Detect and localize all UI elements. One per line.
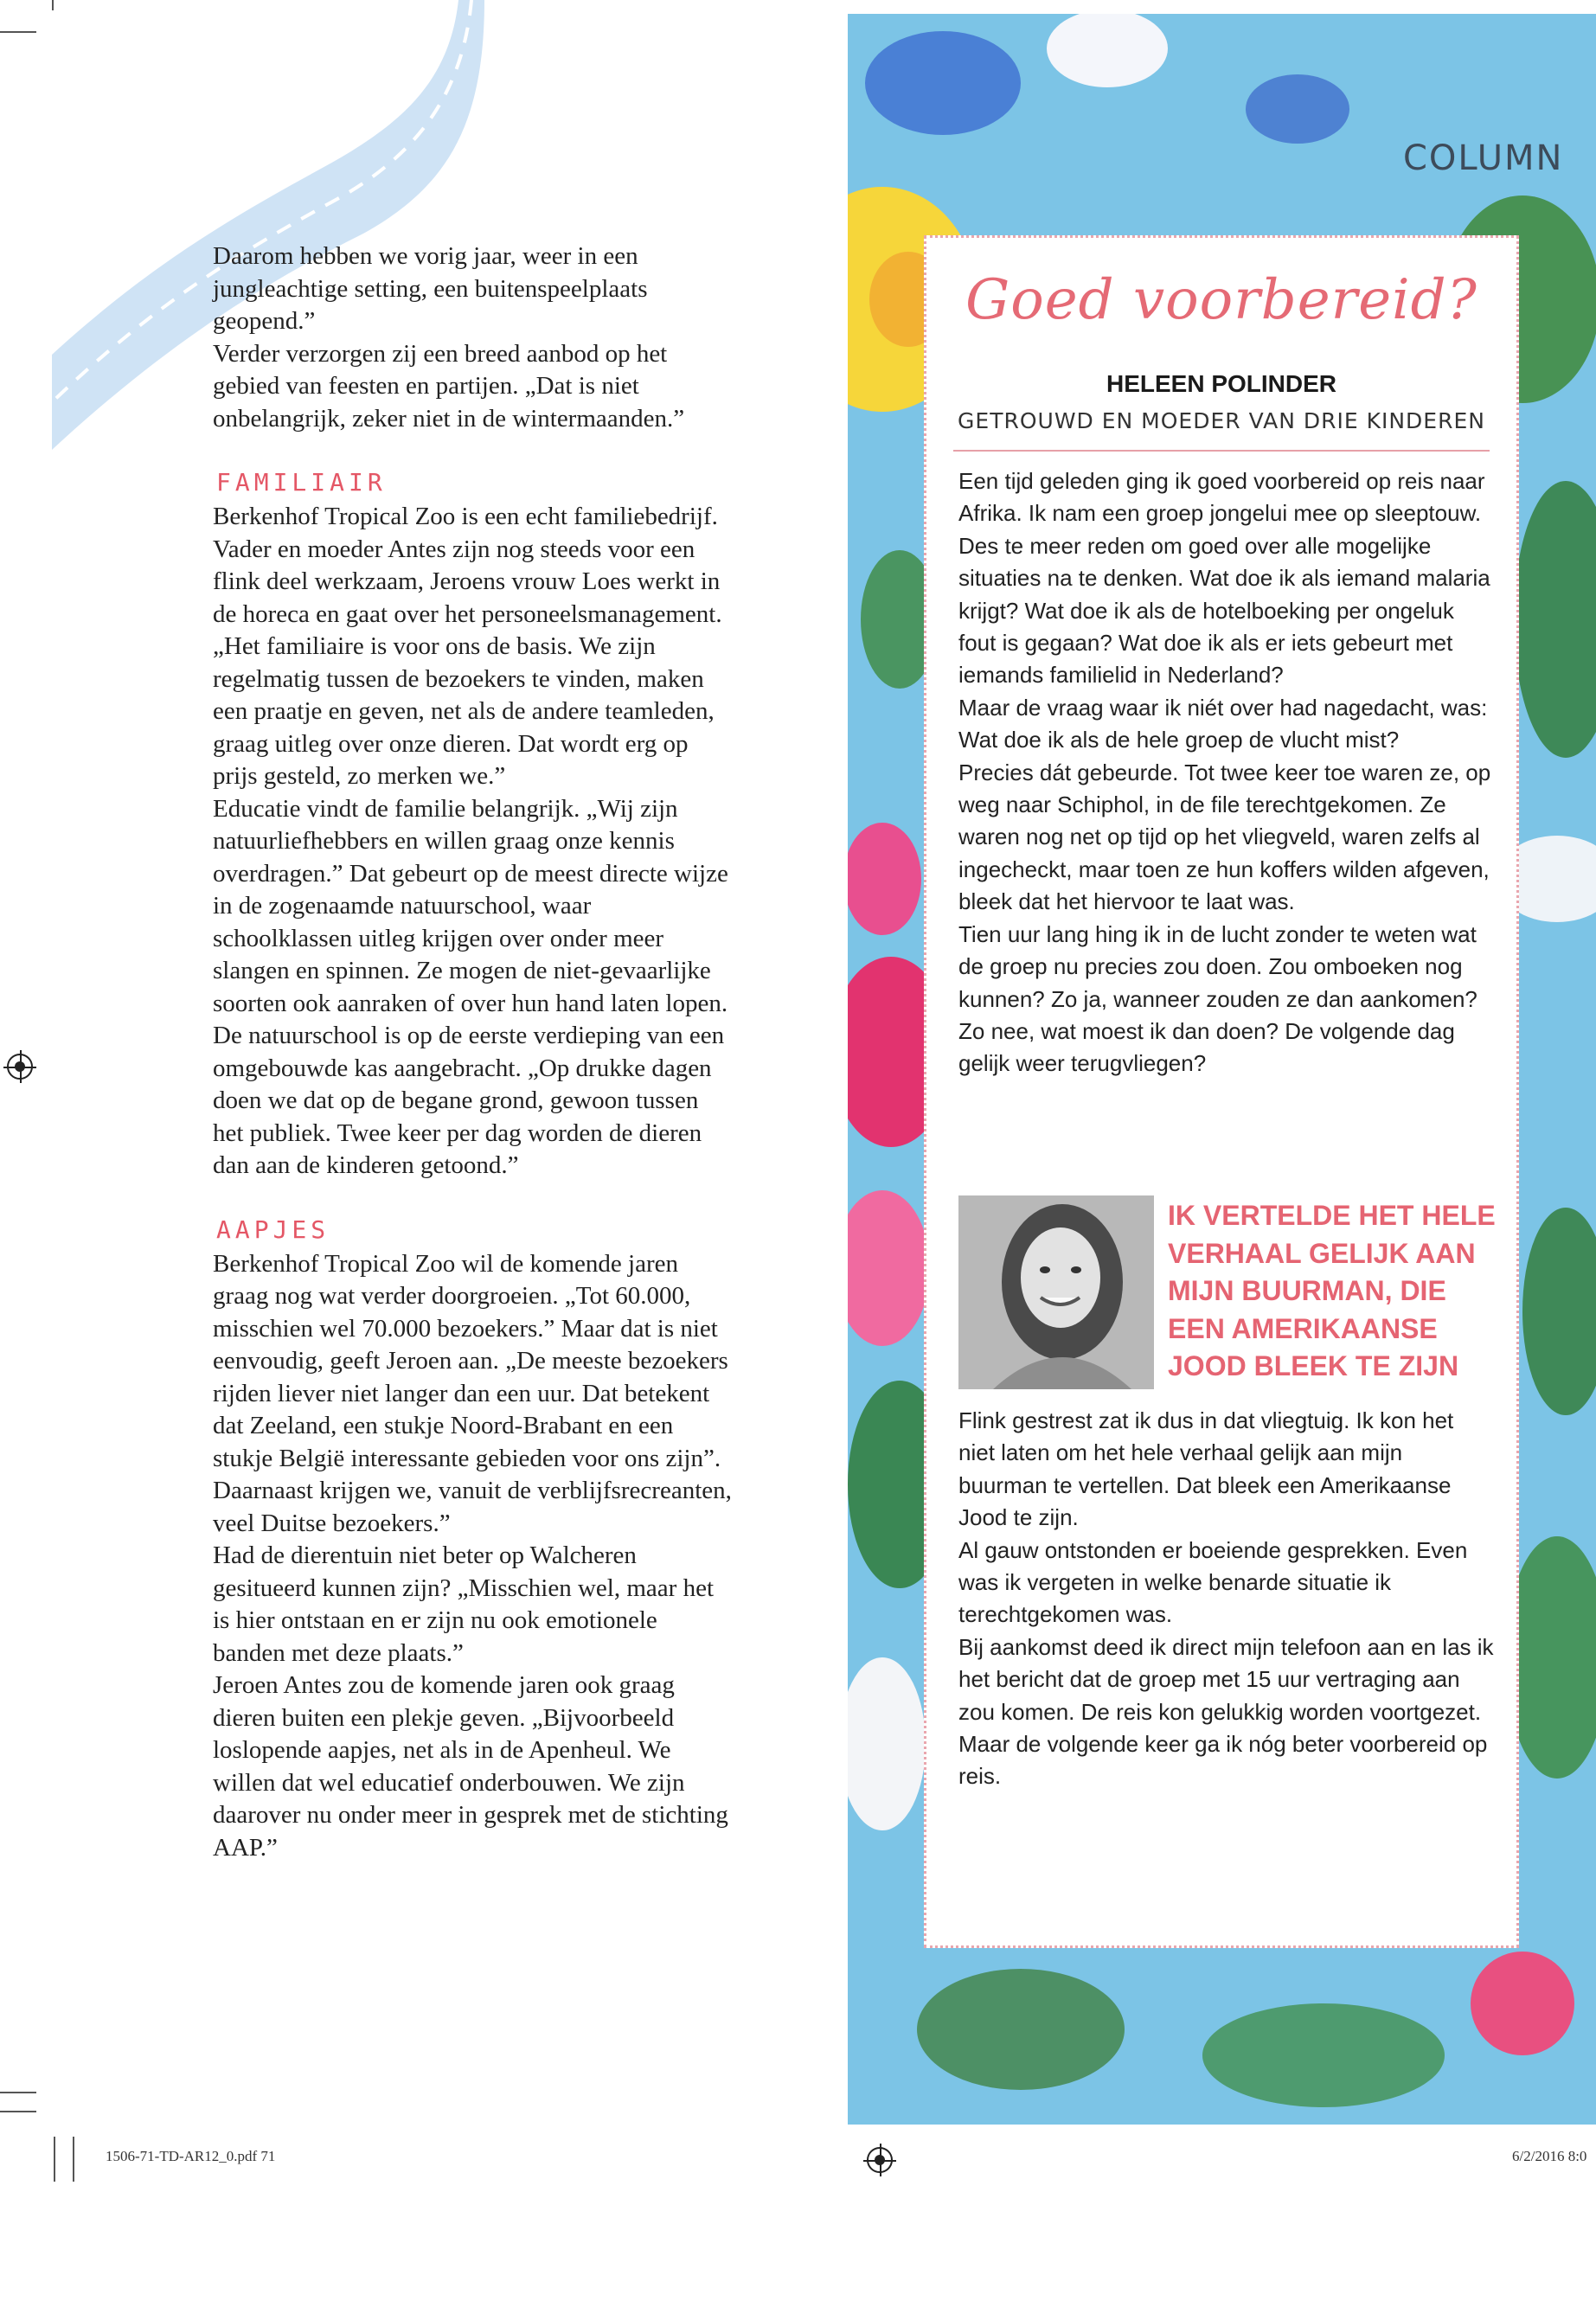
registration-mark-icon — [7, 1054, 33, 1080]
paragraph: Tien uur lang hing ik in de lucht zonder te weten wat de groep nu precies zou doen. Zou omboeken nog kunnen? Zo ja, wanneer zouden ze dan aankomen? Zo nee, wat moest ik dan doen? De volgende dag gelijk weer terugvliegen? — [958, 920, 1477, 1077]
divider — [953, 450, 1490, 452]
paragraph: Een tijd geleden ging ik goed voorbereid op reis naar Afrika. Ik nam een groep jongelui mee op sleeptouw. Des te meer reden om goed over alle mogelijke situaties na te denken. Wat doe ik als iemand malaria krijgt? Wat doe ik als de hotelboeking per ongeluk fout is gegaan? Wat doe ik als er iets gebeurt met iemands familielid in Nederland? — [958, 468, 1490, 689]
column-label: COLUMN — [1403, 138, 1564, 178]
paragraph: Verder verzorgen zij een breed aanbod op het gebied van feesten en partijen. „Dat is niet onbelangrijk, zeker niet in de wintermaanden.” — [213, 339, 685, 433]
paragraph: Flink gestrest zat ik dus in dat vliegtuig. Ik kon het niet laten om het hele verhaal gelijk aan mijn buurman te vertellen. Dat bleek een Amerikaanse Jood te zijn. — [958, 1407, 1454, 1531]
author-name: HELEEN POLINDER — [1106, 370, 1337, 397]
paragraph: Berkenhof Tropical Zoo wil de komende jaren graag nog wat verder doorgroeien. „Tot 60.000, misschien wel 70.000 bezoekers.” Maar dat is niet eenvoudig, geeft Jeroen aan. „De meeste bezoekers rijden liever niet langer dan een uur. Dat betekent dat Zeeland, een stukje Noord-Brabant en een stukje België interessante gebieden voor ons zijn”. Daarnaast krijgen we, vanuit de verblijfsrecreanten, veel Duitse bezoekers.” — [213, 1249, 732, 1537]
footer-date: 6/2/2016 8:0 — [1512, 2148, 1587, 2164]
paragraph: Had de dierentuin niet beter op Walcheren gesitueerd kunnen zijn? „Misschien wel, maar het is hier ontstaan en er zijn nu ook emotionele banden met deze plaats.” — [213, 1541, 714, 1667]
column-body-top — [958, 465, 1495, 1080]
paragraph: Precies dát gebeurde. Tot twee keer toe waren ze, op weg naar Schiphol, in de file terechtgekomen. Ze waren nog net op tijd op het vliegveld, waren zelfs al ingecheckt, maar toen ze hun koffers wilden afgeven, bleek dat het hiervoor te laat was. — [958, 759, 1491, 915]
paragraph: Bij aankomst deed ik direct mijn telefoon aan en las ik het bericht dat de groep met 15 uur vertraging aan zou komen. De reis kon gelukkig worden voortgezet. Maar de volgende keer ga ik nóg beter voorbereid op reis. — [958, 1633, 1494, 1790]
footer-file-info: 1506-71-TD-AR12_0.pdf 71 — [106, 2148, 276, 2164]
paragraph: Maar de vraag waar ik niét over had nagedacht, was: Wat doe ik als de hele groep de vlucht mist? — [958, 694, 1488, 753]
card-title: Goed voorbereid? — [965, 268, 1477, 332]
author-subtitle: GETROUWD EN MOEDER VAN DRIE KINDEREN — [958, 408, 1485, 433]
paragraph: Educatie vindt de familie belangrijk. „Wij zijn natuurliefhebbers en willen graag onze kennis overdragen.” Dat gebeurt op de meest directe wijze in de zogenaamde natuurschool, waar schoolklassen uitleg krijgen over onder meer slangen en spinnen. Ze mogen de niet-gevaarlijke soorten ook aanraken of over hun hand laten lopen. De natuurschool is op de eerste verdieping van een omgebouwde kas aangebracht. „Op drukke dagen doen we dat op de begane grond, gewoon tussen het publiek. Twee keer per dag worden de dieren dan aan de kinderen getoond.” — [213, 794, 728, 1179]
registration-mark-icon — [867, 2147, 893, 2173]
paragraph: Jeroen Antes zou de komende jaren ook graag dieren buiten een plekje geven. „Bijvoorbeeld loslopende aapjes, net als in de Apenheul. We willen dat wel educatief onderbouwen. We zijn daarover nu onder meer in gesprek met de stichting AAP.” — [213, 1671, 728, 1862]
crop-mark — [54, 2137, 55, 2182]
paragraph: Al gauw ontstonden er boeiende gesprekken. Even was ik vergeten in welke benarde situatie ik terechtgekomen was. — [958, 1536, 1468, 1628]
author-portrait — [958, 1195, 1154, 1389]
section-heading-familiair: FAMILIAIR — [216, 468, 387, 497]
paragraph: Berkenhof Tropical Zoo is een echt familiebedrijf. Vader en moeder Antes zijn nog steeds voor een flink deel werkzaam, Jeroens vrouw Loes werkt in de horeca en gaat over het personeelsmanagement. „Het familiaire is voor ons de basis. We zijn regelmatig tussen de bezoekers te vinden, maken een praatje en geven, net als de andere teamleden, graag uitleg over onze dieren. Dat wordt erg op prijs gesteld, zo merken we.” — [213, 503, 722, 790]
article-left-column — [213, 240, 732, 1864]
crop-mark — [0, 2111, 36, 2112]
paragraph: Daarom hebben we vorig jaar, weer in een jungleachtige setting, een buitenspeelplaats geopend.” — [213, 242, 648, 335]
section-heading-aapjes: AAPJES — [216, 1215, 330, 1244]
crop-mark — [0, 2092, 36, 2093]
column-body-bottom — [958, 1405, 1495, 1793]
pull-quote: IK VERTELDE HET HELE VERHAAL GELIJK AAN MIJN BUURMAN, DIE EEN AMERIKAANSE JOOD BLEEK TE ZIJN — [1168, 1200, 1496, 1382]
author-photo — [958, 1195, 1154, 1389]
crop-mark — [73, 2137, 74, 2182]
